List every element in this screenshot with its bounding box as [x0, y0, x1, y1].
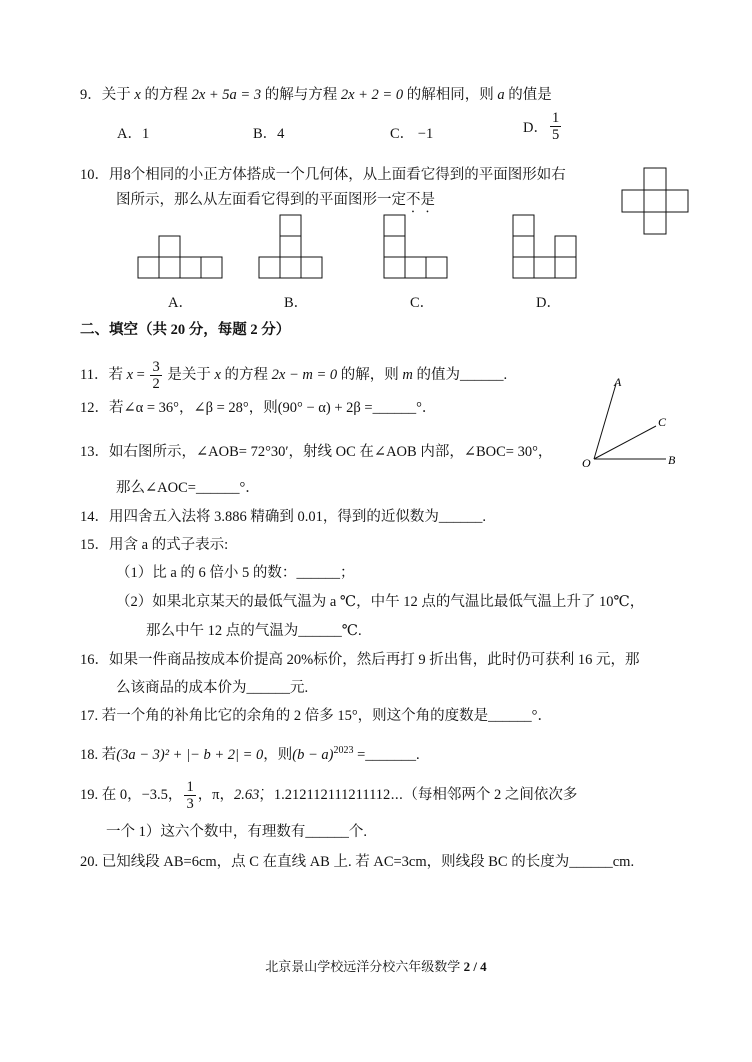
- q14-answer-blank[interactable]: ______: [438, 509, 483, 525]
- q15-number: 15．: [80, 537, 109, 553]
- q19-text: 在 0，−3.5，: [101, 787, 183, 803]
- q12-text: 若∠α = 36°，∠β = 28°，则(90° − α) + 2β =: [109, 400, 373, 416]
- q16-answer-blank[interactable]: ______: [246, 680, 290, 696]
- q15-sub1: [116, 563, 354, 583]
- q10-option-d-figure: [513, 215, 576, 278]
- q16-text: 如果一件商品按成本价提高 20%标价，然后再打 9 折出售，此时仍可获利 16 元，那: [109, 652, 640, 668]
- fraction-denominator: 2: [152, 376, 160, 393]
- q16-text: 元.: [290, 680, 309, 696]
- fraction-denominator: 3: [186, 796, 194, 813]
- q9-option-b: B．4: [253, 126, 285, 142]
- q17-answer-blank[interactable]: ______: [488, 708, 532, 724]
- q19-fraction: [184, 779, 195, 812]
- q9-equation-1: 2x + 5a = 3: [191, 87, 262, 103]
- q11-text: 的解，则: [337, 367, 403, 383]
- q9-option-c-label: C．: [390, 126, 415, 142]
- q18-text: ，则: [263, 746, 293, 763]
- q9-option-a: A．1: [117, 126, 150, 142]
- q11-text: 的值为: [412, 367, 460, 383]
- q10-stem-line1: [80, 165, 566, 185]
- q14-stem: [80, 507, 486, 527]
- q9-option-d-fraction: [550, 110, 561, 143]
- q15-sub1-text: ；: [339, 565, 355, 581]
- q19-text: 一个 1）这六个数中，有理数有: [106, 824, 306, 840]
- footer-title: 北京景山学校远洋分校六年级数学: [265, 959, 461, 974]
- q18-expression-1: (3a − 3)² + |− b + 2| = 0: [116, 746, 264, 763]
- q10-top-view-figure: [622, 168, 688, 234]
- q10-stem-line2: [116, 190, 435, 216]
- q10-option-d: D．: [536, 295, 561, 311]
- q13-stem-line1: [80, 442, 552, 462]
- q20-text: 已知线段 AB=6cm，点 C 在直线 AB 上. 若 AC=3cm，则线段 BC 的长度为: [101, 854, 570, 870]
- q20-number: 20.: [80, 854, 99, 870]
- q19-number: 19.: [80, 787, 99, 803]
- q10-option-a-figure: [138, 236, 222, 278]
- q16-number: 16．: [80, 652, 109, 668]
- q16-stem-line1: [80, 650, 639, 670]
- q10-option-a: A．: [168, 295, 193, 311]
- ray-oc: [594, 426, 656, 459]
- q18-text: .: [416, 746, 420, 763]
- q19-answer-blank[interactable]: ______: [305, 824, 349, 840]
- q9-equation-2: 2x + 2 = 0: [340, 87, 404, 103]
- point-label-o: O: [582, 456, 591, 470]
- q18-answer-blank[interactable]: _______: [365, 746, 417, 763]
- q15-sub2-line1: （2）如果北京某天的最低气温为 a ℃，中午 12 点的气温比最低气温上升了 10℃，: [116, 594, 645, 610]
- q10-text: 图所示，那么从左面看它得到的平面图形一定: [116, 192, 406, 208]
- q10-option-c-figure: [384, 215, 447, 278]
- q15-sub2-text: 那么中午 12 点的气温为: [146, 623, 299, 639]
- q18-text: 若: [101, 746, 117, 763]
- q19-text: ，π，: [197, 787, 235, 803]
- fraction-numerator: 1: [551, 110, 560, 126]
- q9-text: 的方程: [140, 87, 192, 103]
- q13-text: 如右图所示，∠AOB= 72°30′，射线 OC 在∠AOB 内部，∠BOC= 30°，: [109, 444, 553, 460]
- q20-text: cm.: [612, 854, 635, 870]
- q9-number: 9．: [80, 87, 102, 103]
- q15-sub2-text: ℃.: [341, 623, 362, 639]
- q9-text: 的解相同，则: [403, 87, 498, 103]
- q15-sub2-line2: [146, 621, 362, 641]
- q19-text: 个.: [348, 824, 367, 840]
- q9-text: 关于: [101, 87, 135, 103]
- q18-stem: [80, 741, 420, 765]
- q11-number: 11．: [80, 367, 109, 383]
- q10-text: 用8个相同的小正方体搭成一个几何体，从上面看它得到的平面图形如右: [109, 167, 566, 183]
- q16-stem-line2: [116, 678, 308, 698]
- q14-text: 用四舍五入法将 3.886 精确到 0.01，得到的近似数为: [109, 509, 439, 525]
- q13-stem-line2: [116, 478, 260, 498]
- q20-answer-blank[interactable]: ______: [569, 854, 613, 870]
- q18-expression-2: (b − a): [292, 746, 334, 763]
- q12-text: °．: [416, 400, 437, 416]
- q11-var-x: x: [126, 367, 134, 383]
- page-number: 2 / 4: [463, 959, 487, 974]
- point-label-b: B: [668, 453, 676, 467]
- q19-stem-line1: [80, 775, 577, 815]
- q10-option-c: C．: [410, 295, 435, 311]
- q18-number: 18.: [80, 746, 99, 763]
- fraction-numerator: 1: [186, 779, 194, 796]
- q12-answer-blank[interactable]: ______: [372, 400, 417, 416]
- q13-angle-figure: [580, 374, 690, 470]
- q9-text: 的解与方程: [261, 87, 341, 103]
- q9-option-d-label: D．: [523, 120, 548, 136]
- q9-text: 的值是: [504, 87, 552, 103]
- q11-var-m: m: [402, 367, 413, 383]
- q17-text: 若一个角的补角比它的余角的 2 倍多 15°，则这个角的度数是: [101, 708, 489, 724]
- q19-stem-line2: [106, 822, 367, 842]
- q11-answer-blank[interactable]: ______: [460, 367, 504, 383]
- q18-text: =: [353, 746, 366, 763]
- q15-text: 用含 a 的式子表示:: [109, 537, 229, 553]
- q18-exponent: 2023: [333, 745, 354, 756]
- q14-number: 14．: [80, 509, 109, 525]
- q11-text: =: [133, 367, 149, 383]
- q11-text: 的方程: [220, 367, 272, 383]
- q10-option-b: B．: [284, 295, 309, 311]
- q11-var-x: x: [214, 367, 221, 383]
- q17-number: 17.: [80, 708, 99, 724]
- q9-stem: [80, 85, 552, 105]
- q12-number: 12．: [80, 400, 109, 416]
- q15-sub2-answer-blank[interactable]: ______: [298, 623, 342, 639]
- q14-text: .: [482, 509, 486, 525]
- q9-option-c-value: −1: [417, 126, 434, 142]
- q13-text: °．: [239, 480, 260, 496]
- q10-number: 10．: [80, 167, 109, 183]
- q11-text: 若: [108, 367, 127, 383]
- ray-oa: [594, 384, 616, 459]
- q12-stem: [80, 398, 436, 418]
- q10-option-b-figure: [259, 215, 322, 278]
- q13-number: 13．: [80, 444, 109, 460]
- fraction-denominator: 5: [551, 127, 560, 143]
- q19-text: ，1.212112111211112⋯（每相邻两个 2 之间依次多: [259, 787, 578, 803]
- q11-text: 是关于: [163, 367, 215, 383]
- q9-var-x: x: [134, 87, 141, 103]
- q9-option-d: [523, 110, 563, 143]
- q19-repeating-decimal: 2.63̇: [234, 787, 260, 803]
- q11-fraction: [150, 359, 161, 392]
- q11-stem: [80, 355, 507, 395]
- fraction-numerator: 3: [152, 359, 160, 376]
- q11-text: .: [503, 367, 508, 383]
- page-footer: [0, 956, 752, 975]
- q13-text: 那么∠AOC=: [116, 480, 196, 496]
- q15-stem: [80, 535, 228, 555]
- q9-var-a: a: [497, 87, 505, 103]
- q13-answer-blank[interactable]: ______: [195, 480, 240, 496]
- q15-sub1-text: （1）比 a 的 6 倍小 5 的数：: [116, 565, 297, 581]
- q10-emphasis: 不是: [406, 192, 435, 208]
- q16-text: 么该商品的成本价为: [116, 680, 247, 696]
- point-label-c: C: [658, 415, 667, 429]
- q20-stem: [80, 852, 634, 872]
- q11-equation: 2x − m = 0: [271, 367, 338, 383]
- q9-option-c: [390, 122, 433, 143]
- point-label-a: A: [614, 375, 622, 389]
- q17-stem: [80, 706, 552, 726]
- q15-sub1-answer-blank[interactable]: ______: [296, 565, 340, 581]
- q17-text: °．: [531, 708, 552, 724]
- section-2-heading: 二、填空（共 20 分，每题 2 分）: [80, 322, 291, 338]
